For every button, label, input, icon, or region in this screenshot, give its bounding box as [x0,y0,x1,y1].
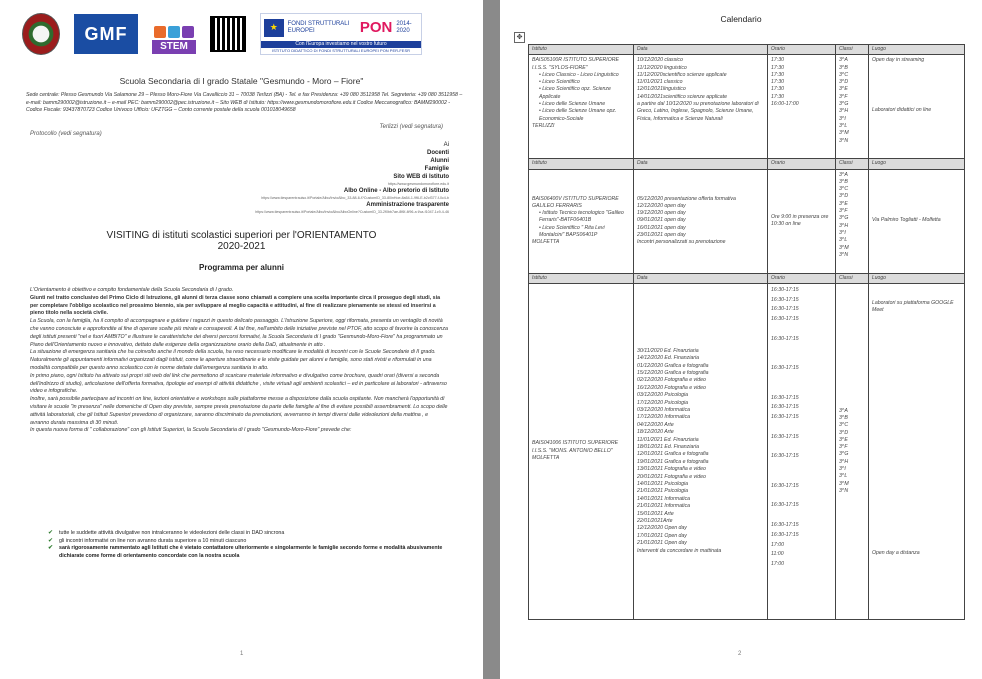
class-line: 3^N [839,487,849,494]
table-row [529,283,965,619]
list-item: • Istituto Tecnico tecnologico "Galileo Ferraris"-BATF06401B [539,210,624,224]
place-cell [869,169,965,273]
gmf-logo-text: GMF [84,23,128,44]
date-cell [634,169,768,273]
class-line: 3^H [839,108,849,115]
visiting-title-text: VISITING di istituti scolastici superiori per l'ORIENTAMENTO [106,230,377,241]
republic-emblem-logo [22,13,60,55]
list-item [48,530,448,538]
checkmark-icon: ✔ [48,545,54,552]
date-line: 22/01/2021Arte [637,518,673,525]
date-line: 18/01/2021 Ed. Finanziaria [637,443,700,450]
date-line: 17/12/2020 Psicologia [637,399,689,406]
date-cell [634,283,768,619]
list-item-text: Liceo Scientifico opz. Scienze Applicate [539,86,611,100]
date-line: 21/01/2021 Open day [637,540,687,547]
place-line: Laboratori su piattaforma GOOGLE Meet [872,299,954,314]
class-line: 3^D [839,429,849,436]
time-line: 16:30-17:15 [771,286,799,293]
recipient-line: Docenti [426,150,449,156]
time-line [771,462,832,472]
classes-cell [836,169,869,273]
date-line: 03/12/2020 Psicologia [637,392,689,399]
date-line: 11/12/2020 linguistico [637,64,687,71]
list-item-text: sarà rigorosamente rammentato agli Istituti che è vietato contattatore ulteriormente e singolarmente le famiglie secondo forme e modalità abusivamente dichiarate come forme di orientamento concordate con la nostra scuola [59,545,443,559]
date-line: 12/12/2020 Open day [637,525,687,532]
stem-logo-text: STEM [152,40,196,54]
recipient-line: Ai [443,142,449,148]
class-line: 3^F [839,208,848,215]
time-line: 17:30 [771,86,784,93]
date-line: 13/01/2021 Fotografia e video [637,466,706,473]
date-line: Incontri personalizzati su prenotazione [637,239,726,246]
stem-logo [152,14,196,54]
list-item: • Liceo Scientifico " Rita Levi Montalcini" BAPS06401P [539,224,605,239]
rules-list [48,530,448,560]
recipient-line: Famiglie [424,166,449,172]
istituto-cell [529,283,634,619]
date-line: 05/12/2020 presentazione offerta formativa [637,195,736,202]
time-line: 17:30 [771,79,784,86]
time-line [771,511,832,521]
class-line: 3^G [839,215,849,222]
time-line: 16:30-17:15 [771,433,799,440]
time-line [771,384,832,394]
paragraph: In primo piano, ogni Istituto ha attivato sui propri siti web del link che permettono di scaricare materiale informativo e divulgativo come brochure, quadri orari (diversi a seconda dell'indirizzo di studio), articolazione dell'offerta formativa, tipologie ed esempi di attività didattiche , visite virtuali agli ambienti scolastici – ed in particolare ai laboratori - attraverso video e infografiche. [30,372,447,395]
column-header: Classi [836,159,869,169]
place-cell [869,55,965,159]
gmf-logo [74,14,138,54]
class-line: 3^A [839,407,848,414]
list-item: • Liceo Scientifico opz. Scienze Applicate [539,86,611,100]
time-cell [768,169,836,273]
class-line: 3^G [839,451,849,458]
date-line: 14/01/2021 Psicologia [637,481,689,488]
date-line: 19/01/2021 Grafica e fotografia [637,458,709,465]
date-line: 21/01/2021 Psicologia [637,488,689,495]
qr-code-icon [210,16,246,52]
albo-online: Albo Online - Albo pretorio di Istituto [343,188,449,194]
class-line: 3^M [839,480,849,487]
visiting-year: 2020-2021 [217,241,266,252]
date-line: 15/01/2021 Arte [637,510,674,517]
time-line: 17:30 [771,93,784,100]
table-row [529,55,965,159]
list-item: • Liceo delle Scienze Umane opz. Economico-Sociale [539,108,617,122]
time-line: 16:30-17:15 [771,522,799,529]
date-line: a partire dal 10/12/2020 su prenotazione laboratori di Greco, Latino, Inglese, Spagnolo, Scienze Umane, Fisica, Informatica e Scienze Naturali [637,101,759,122]
date-line: 03/12/2020 Informatica [637,406,691,413]
istituto-name: BAIS05100R ISTITUTO SUPERIORE I.I.S.S. "SYLOS-FIORE" [532,57,619,71]
date-line: 23/01/2021 open day [637,232,686,239]
time-line: 16:30-17:15 [771,482,799,489]
list-item-text: Liceo delle Scienze Umane opz. Economico-Sociale [539,108,617,122]
time-line: 16:30-17:15 [771,502,799,509]
list-item-text: gli incontri informativi on line non avranno durata superiore a 10 minuti ciascuno [59,537,247,544]
time-line: 11:00 [771,551,784,558]
list-item: • Liceo delle Scienze Umane [539,101,606,108]
time-line: 16:30-17:15 [771,531,799,538]
date-line: 14/12/2020 Ed. Finanziaria [637,355,700,362]
date-line: 12/01/2021 Grafica e fotografia [637,451,709,458]
column-header: Istituto [529,159,634,169]
class-line: 3^H [839,222,849,229]
albo-link[interactable]: https://www.tiesparentrauiso.it/Portale/Albo/InvioAlbo_33-88-6-f?CustomID_33-80inHoe-8a54-1-9f6-E-b2cf377-f-0c4-b [261,196,449,200]
class-line: 3^C [839,422,849,429]
class-line: 3^C [839,186,849,193]
list-item [48,538,448,546]
class-line: 3^C [839,71,849,78]
istituto-town: MOLFETTA [532,239,560,246]
time-line [771,443,832,453]
column-header: Classi [836,273,869,283]
list-item-text: Liceo delle Scienze Umane [542,101,606,108]
column-header: Orario [768,45,836,55]
document-page-1 [0,0,483,679]
calendar-table [528,44,965,620]
time-line: 16:30-17:15 [771,453,799,460]
istituto-name: BAIS06400V ISTITUTO SUPERIORE GALILEO FERRARIS [532,195,619,209]
class-line: 3^L [839,237,848,244]
class-line: 3^G [839,101,849,108]
time-line: 16:30-17:15 [771,365,799,372]
table-header-row [529,159,965,169]
paragraph: In questa nuova forma di " collaborazione" con gli Istituti Superiori, la Scuola Secondaria di I grado "Gesmundo-Moro-Fiore" prevede che: [30,427,352,434]
time-line [771,374,832,384]
class-line: 3^A [839,171,848,178]
date-line: 09/01/2021 open day [637,217,686,224]
class-line: 3^L [839,122,848,129]
paragraph: La situazione di emergenza sanitaria che ha coinvolto anche il mondo della scuola, ha reso necessario modificare le modalità di incontri con le Scuole Secondarie di II grado. Naturalmente gli appuntamenti informativi organizzati dagli istituti, come le aperture straordinarie e le visite guidate per alunni e famiglie, sono stati rivisti e riformulati in una modalità compatibile per questo anno scolastico con le norme dettate dall'emergenza sanitaria in atto. [30,349,436,371]
pon-subline: ISTITUTO DIDATTICO DI FONDI STRUTTURALI EUROPEI PON PER-FESR [271,48,411,53]
table-move-handle-icon[interactable]: ✥ [514,32,525,43]
pon-tagline: Con l'Europa investiamo nel vostro futuro [261,41,421,48]
body-text [30,287,448,435]
list-item [48,545,448,560]
date-line: 11/01/2021 classico [637,79,683,86]
class-line: 3^A [839,57,848,64]
calendar-title: Calendario [720,14,762,24]
date-line: 16/01/2021 open day [637,224,686,231]
time-line: 17:30 [771,57,784,64]
class-line: 3^D [839,193,849,200]
time-line [771,423,832,433]
time-line: Ore 9:00 in presenza ore 10:30 on line [771,213,829,228]
date-line: 02/12/2020 Fotografia e video [637,377,706,384]
time-line [771,354,832,364]
date-line: 19/12/2020 open day [637,210,686,217]
date-line: 15/12/2020 Grafica e fotografia [637,369,709,376]
class-line: 3^B [839,178,848,185]
class-line: 3^H [839,458,849,465]
class-line: 3^M [839,244,849,251]
istituto-cell [529,169,634,273]
class-line: 3^I [839,229,846,236]
checkmark-icon: ✔ [48,537,54,544]
time-line [771,472,832,482]
time-line [771,492,832,502]
protocol-note: Protocollo (vedi segnatura) [30,131,102,137]
class-line: 3^F [839,93,848,100]
classes-cell [836,283,869,619]
recipients-block [129,141,449,215]
date-line: 18/12/2020 Arte [637,429,674,436]
class-line: 3^E [839,436,848,443]
time-cell [768,55,836,159]
class-line: 3^B [839,64,848,71]
column-header: Data [634,273,768,283]
class-line: 3^M [839,130,849,137]
date-line: 10/12/2020 classico [637,57,683,64]
date-line: 20/01/2021 Fotografia e video [637,473,706,480]
column-header: Classi [836,45,869,55]
time-line: 16:30-17:15 [771,335,799,342]
time-line: 17:30 [771,71,784,78]
recipient-line: Sito WEB di Istituto [393,174,449,180]
page-number: 1 [240,651,244,657]
date-line: 11/01/2021 Ed. Finanziaria [637,436,699,443]
time-line: 16:30-17:15 [771,414,799,421]
column-header: Data [634,159,768,169]
date-line: 14/01/2021 Informatica [637,495,691,502]
place-line: Open day a distanza [872,550,920,557]
paragraph: Inoltre, sarà possibile partecipare ad incontri on line, lezioni orientative e workshops sulle piattaforme messe a disposizione dalla scuola ospitante. Non mancherà l'opportunità di visitare le scuole "in presenza" nelle domeniche di Open day previste, sempre previa prenotazione da parte delle famiglie al fine di evitare possibili assembramenti. Lo scopo delle attività laboratoriali, che gli Istituti Superiori prevedono di organizzare, saranno discriminato da prenotazioni, avverranno in tempi diversi dalle videolezioni della mattina , e avranno durata massima di 30 minuti. [30,396,448,426]
date-line: 16/12/2020 Fotografia e video [637,384,706,391]
date-line: 17/01/2021 Open day [637,532,687,539]
class-line: 3^N [839,251,849,258]
date-line: 01/12/2020 Grafica e fotografia [637,362,709,369]
checkmark-icon: ✔ [48,530,54,536]
time-cell [768,283,836,619]
column-header: Istituto [529,45,634,55]
time-line: 16:30-17:15 [771,306,799,313]
pon-logo [260,13,422,55]
program-title: Programma per alunni [199,263,284,272]
website-link[interactable]: https://www.gesmundomorofiore.edu.it [387,182,449,186]
place-line: Via Palmiro Togliatti - Molfetta [872,217,941,224]
place-line: Laboratori didattici on line [872,106,932,113]
date-line: 21/01/2021 Informatica [637,503,691,510]
list-item: • Liceo Scientifico [539,79,580,86]
eu-flag-icon: ★ [264,19,284,37]
class-line: 3^L [839,473,848,480]
place-line: Open day in streaming [872,57,925,64]
class-line: 3^D [839,79,849,86]
time-line [771,345,832,355]
time-line: 16:30-17:15 [771,296,799,303]
table-row [529,169,965,273]
istituto-cell [529,55,634,159]
time-line: 16:30-17:15 [771,394,799,401]
page-gutter [483,0,500,679]
date-line: 11/12/2020scientifico scienze applicate [637,71,727,78]
time-line: 16:30-17:15 [771,404,799,411]
class-line: 3^N [839,137,849,144]
date-cell [634,55,768,159]
classes-cell [836,55,869,159]
paragraph: L'Orientamento è obiettivo e compito fondamentale della Scuola Secondaria di I grado. [30,287,234,293]
column-header: Luogo [869,45,965,55]
date-line: 30/11/2020 Ed. Finanziaria [637,347,699,354]
class-line: 3^I [839,465,846,472]
pon-fondi-text: FONDI STRUTTURALI EUROPEI [287,20,350,34]
class-line: 3^E [839,86,848,93]
list-item-text: Istituto Tecnico tecnologico "Galileo Ferraris"-BATF06401B [539,210,624,224]
recipient-line: Alunni [430,158,449,164]
signature-note: Terlizzi (vedi segnatura) [379,124,443,130]
school-name: Scuola Secondaria di I grado Statale "Gesmundo - Moro – Fiore" [119,76,364,86]
istituto-town: TERLIZZI [532,122,555,129]
paragraph: Giunti nel tratto conclusivo del Primo Ciclo di Istruzione, gli alunni di terza classe sono chiamati a compiere una scelta importante circa il proseguo degli studi, sia per completare l'obbligo scolastico nel prossimo biennio, sia per sviluppare al meglio capacità e attitudini, al fine di realizzare pienamente se stessi ed inserirsi a pieno titolo nella società civile. [30,294,441,317]
date-line: 12/01/2021linguistico [637,86,686,93]
column-header: Luogo [869,159,965,169]
class-line: 3^I [839,115,846,122]
date-line: 17/12/2020 Informatica [637,414,691,421]
column-header: Istituto [529,273,634,283]
visiting-title [0,230,483,252]
school-address: Sede centrale: Plesso Gesmundo Via Salamone 29 – Plesso Moro-Fiore Via Cavalliccio 31 – 70038 Terlizzi (BA) - Tel. e fax Presidenza: +39 080 3511958 Tel. Segreteria: +39 080 3511958 – e-mail: bamm290002@istruzione.it – e-mail PEC: bamm290002@pec.istruzione.it – Sito WEB di Istituto: https://www.gesmundomorofiore.edu.it Codice Meccanografico: BAMM290002 - Codice Fiscale: 93437870723 Codice Univoco Ufficio: UFZTGG – Conto corrente postale della scuola 001018049658 [26,92,463,113]
amministrazione-link[interactable]: https://www.tiesparentrauiso.it/Portale/Albo/InvioAlbo/AlboOnline?CustomID_33-2f0bb7ae-8f6f-4f96-a f/ca-f1047-1c9-4-46 [255,210,449,214]
paragraph: La Scuola, con la famiglia, ha il compito di accompagnare e guidare i ragazzi in questo delicato passaggio. L'Istruzione Superiore, oggi riformata, presenta un ventaglio di novità che vanno conosciute e approfondite al fine di operare scelte più mirate e consapevoli. A tal fine, nell'ambito delle iniziative previste nel PTOF, atto scopo di favorire la conoscenza degli istituti presenti "nel e fuori AMBITO" e illustrare le caratteristiche dei diversi percorsi formativi, la Scuola Secondaria di I grado "Gesmundo-Moro-Fiore" ha programmato un Piano dell'Orientamento nuovo e innovativo, dettato dalle esigenze della organizzazione orario della DaD, attualmente in atto . [30,318,448,348]
column-header: Orario [768,159,836,169]
list-item-text: Liceo Scientifico " Rita Levi Montalcini" BAPS06401P [539,224,605,239]
table-header-row [529,45,965,55]
header-logos [22,12,422,56]
pon-years: 2014-2020 [396,20,412,34]
istituto-name: BAIS041006 ISTITUTO SUPERIORE I.I.S.S. "MONS. ANTONIO BELLO" MOLFETTA [532,440,619,462]
date-line: 14/01/2021scientifico scienze applicate [637,93,727,100]
time-line: 17:00 [771,541,784,548]
place-cell [869,283,965,619]
time-line [771,325,832,335]
list-item-text: Liceo Classico - Liceo Linguistico [542,71,619,78]
document-page-2 [500,0,982,679]
table-header-row [529,273,965,283]
time-line: 17:00 [771,561,784,568]
class-line: 3^F [839,444,848,451]
pon-text: PON [359,19,393,36]
amministrazione-trasparente: Amministrazione trasparente [366,202,449,208]
date-line: 12/12/2020 open day [637,202,686,209]
class-line: 3^E [839,200,848,207]
page-number: 2 [738,651,742,657]
column-header: Orario [768,273,836,283]
date-line: Interventi da concordare in mattinata [637,547,722,554]
column-header: Data [634,45,768,55]
list-item: • Liceo Classico - Liceo Linguistico [539,71,619,78]
class-line: 3^B [839,414,848,421]
date-line: 04/12/2020 Arte [637,421,674,428]
column-header: Luogo [869,273,965,283]
time-line: 16:30-17:15 [771,316,799,323]
list-item-text: tutte le suddette attività divulgative non intralceranno le videolezioni delle classi in DAD sincrona [59,530,285,536]
list-item-text: Liceo Scientifico [542,79,580,86]
time-line: 17:30 [771,64,784,71]
time-line: 16:00-17:00 [771,101,799,108]
